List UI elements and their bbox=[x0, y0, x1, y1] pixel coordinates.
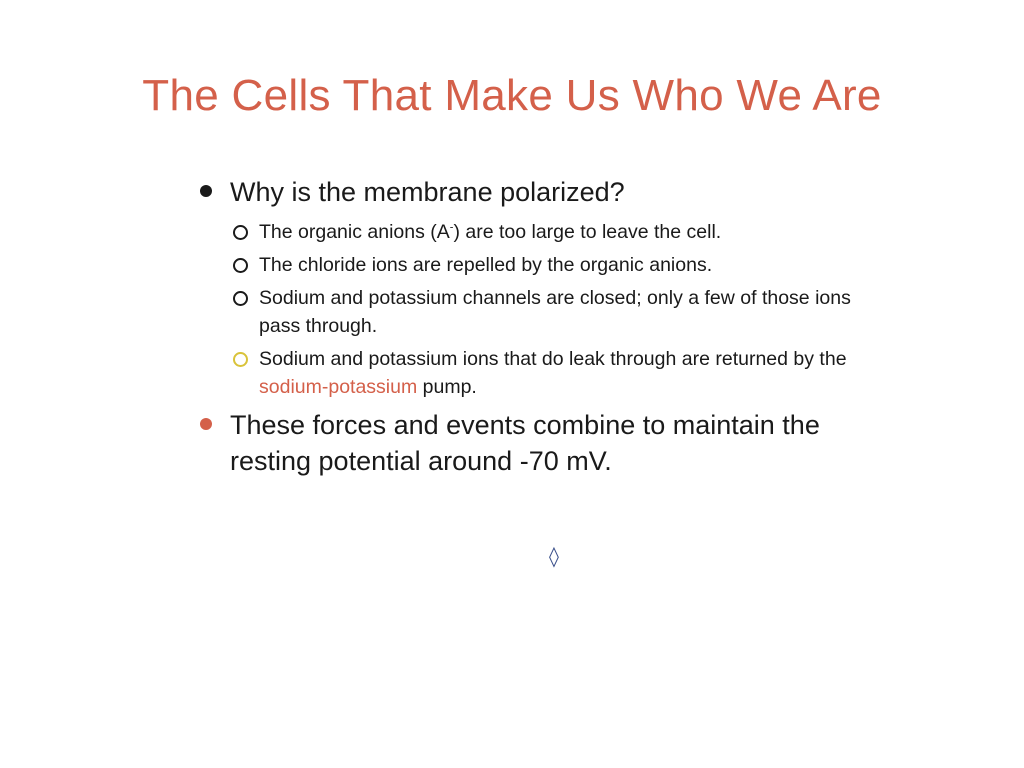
slide-content bbox=[198, 174, 878, 479]
superscript-minus: - bbox=[449, 221, 454, 234]
sub-bullet-item bbox=[230, 345, 878, 401]
bullet-icon bbox=[200, 418, 212, 430]
ring-bullet-icon bbox=[233, 225, 248, 240]
ring-bullet-icon bbox=[233, 291, 248, 306]
sub-bullet-text-post: pump. bbox=[417, 376, 477, 398]
sub-bullet-text-pre: Sodium and potassium ions that do leak through are returned by the bbox=[259, 348, 847, 370]
sub-bullet-item bbox=[230, 218, 878, 246]
ring-bullet-icon bbox=[233, 258, 248, 273]
bullet-text: Why is the membrane polarized? bbox=[230, 177, 625, 207]
sub-bullet-text-pre: The organic anions (A bbox=[259, 221, 450, 243]
sub-bullet-item bbox=[230, 251, 878, 279]
slide-title: The Cells That Make Us Who We Are bbox=[142, 71, 882, 120]
bullet-item bbox=[198, 174, 878, 210]
bullet-text: These forces and events combine to maintain the resting potential around -70 mV. bbox=[230, 410, 820, 476]
sub-bullet-text: Sodium and potassium channels are closed; only a few of those ions pass through. bbox=[259, 287, 851, 337]
diamond-icon: ◊ bbox=[549, 544, 559, 568]
sub-bullet-text-post: ) are too large to leave the cell. bbox=[453, 221, 722, 243]
bullet-icon bbox=[200, 185, 212, 197]
bullet-item bbox=[198, 407, 878, 479]
highlighted-term: sodium-potassium bbox=[259, 376, 418, 398]
sub-bullet-item bbox=[230, 284, 878, 340]
sub-bullet-list bbox=[230, 218, 878, 401]
sub-bullet-text: The chloride ions are repelled by the organic anions. bbox=[259, 254, 713, 276]
ring-bullet-icon bbox=[233, 352, 248, 367]
